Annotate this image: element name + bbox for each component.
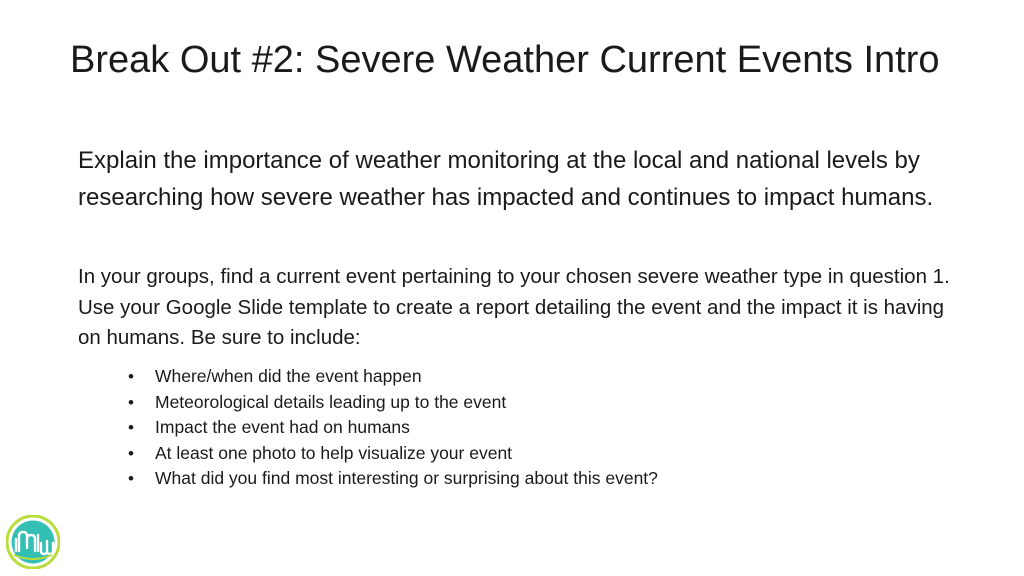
bullet-text: At least one photo to help visualize your event — [155, 442, 513, 463]
bullet-icon: • — [128, 418, 134, 437]
bullet-text: Impact the event had on humans — [155, 417, 410, 437]
bullet-text: Meteorological details leading up to the event — [155, 391, 507, 412]
bullet-icon: • — [128, 367, 134, 386]
bullet-item — [128, 441, 928, 467]
bullet-item — [128, 390, 928, 416]
bullet-item — [128, 364, 928, 390]
instructions-paragraph: In your groups, find a current event pertaining to your chosen severe weather type in question 1. Use your Google Slide template to create a report detailing the event and the impact it is having on humans. Be sure to include: — [78, 265, 950, 349]
bullet-icon: • — [128, 469, 134, 488]
bullet-text: Where/when did the event happen — [155, 366, 422, 386]
weather-logo-icon — [6, 515, 60, 569]
intro-paragraph: Explain the importance of weather monitoring at the local and national levels by researching how severe weather has impacted and continues to impact humans. — [78, 147, 934, 211]
bullet-icon: • — [128, 443, 134, 463]
bullet-icon: • — [128, 392, 134, 412]
bullet-item — [128, 466, 928, 492]
bullet-item — [128, 415, 928, 441]
bullet-list — [128, 364, 928, 492]
bullet-text: What did you find most interesting or surprising about this event? — [155, 468, 658, 488]
slide-title: Break Out #2: Severe Weather Current Events Intro — [70, 39, 940, 81]
